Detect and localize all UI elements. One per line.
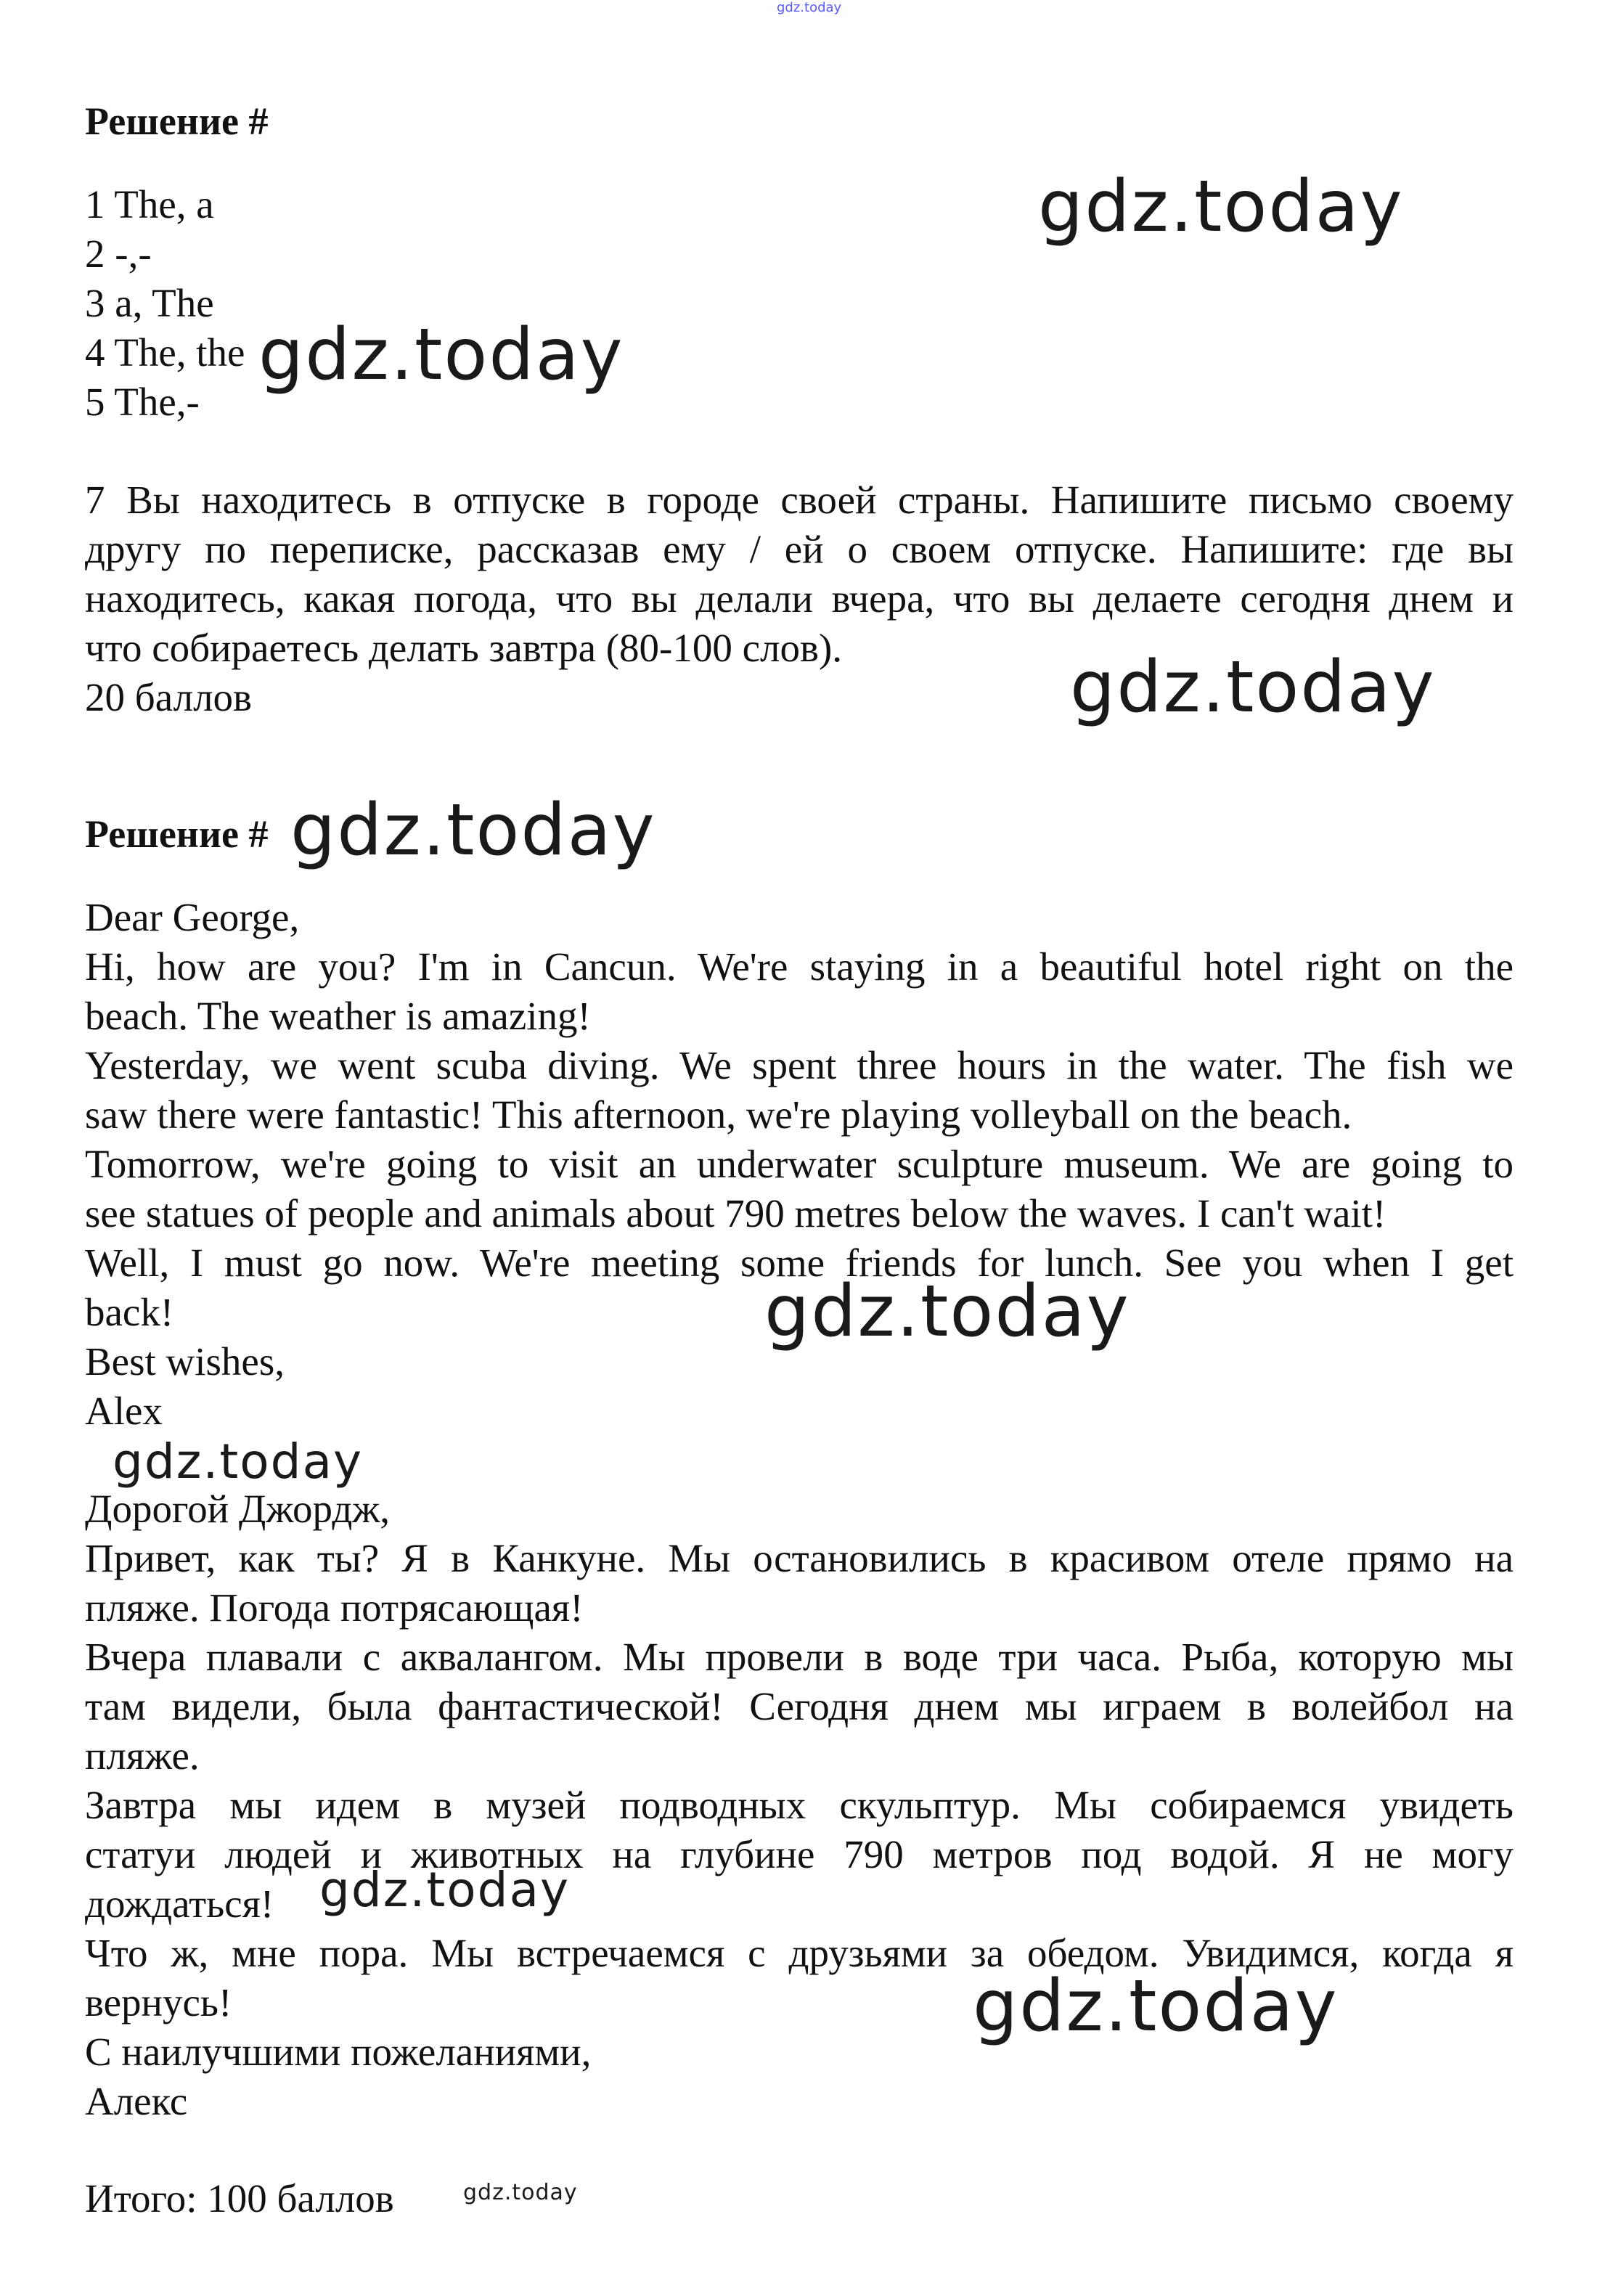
letter-line-en: Hi, how are you? I'm in Cancun. We're staying in a beautiful hotel right on the <box>85 944 1514 989</box>
letter-line-en: Dear George, <box>85 895 300 939</box>
letter-line-ru: Что ж, мне пора. Мы встречаемся с друзьями за обедом. Увидимся, когда я <box>85 1931 1514 1975</box>
task-points: 20 баллов <box>85 675 252 719</box>
letter-line-ru: вернусь! <box>85 1980 232 2025</box>
letter-line-ru: статуи людей и животных на глубине 790 метров под водой. Я не могу <box>85 1832 1514 1876</box>
letter-line-en: see statues of people and animals about 790 metres below the waves. I can't wait! <box>85 1191 1386 1235</box>
watermark: gdz.today <box>319 1862 571 1918</box>
task-line: что собираетесь делать завтра (80-100 слов). <box>85 626 843 670</box>
answer-line: 3 a, The <box>85 281 214 325</box>
watermark: gdz.today <box>1070 646 1436 729</box>
letter-line-ru: Вчера плавали с аквалангом. Мы провели в воде три часа. Рыба, которую мы <box>85 1635 1514 1679</box>
letter-line-en: Best wishes, <box>85 1339 285 1384</box>
letter-line-en: beach. The weather is amazing! <box>85 994 591 1038</box>
solution-heading-1: Решение # <box>85 99 269 143</box>
letter-line-ru: С наилучшими пожеланиями, <box>85 2030 592 2074</box>
letter-line-ru: Дорогой Джордж, <box>85 1487 391 1531</box>
total-score: Итого: 100 баллов <box>85 2176 394 2221</box>
watermark: gdz.today <box>1038 166 1404 248</box>
task-line: 7 Вы находитесь в отпуске в городе своей страны. Напишите письмо своему <box>85 478 1514 522</box>
letter-line-ru: там видели, была фантастической! Сегодня днем мы играем в волейбол на <box>85 1684 1514 1728</box>
letter-line-ru: Алекс <box>85 2079 188 2123</box>
letter-line-en: Yesterday, we went scuba diving. We spent three hours in the water. The fish we <box>85 1043 1514 1087</box>
watermark: gdz.today <box>113 1434 364 1490</box>
letter-line-ru: Привет, как ты? Я в Канкуне. Мы остановились в красивом отеле прямо на <box>85 1536 1514 1580</box>
answer-line: 5 The,- <box>85 380 200 424</box>
watermark: gdz.today <box>973 1965 1339 2048</box>
letter-line-en: Alex <box>85 1389 163 1433</box>
solution-heading-2: Решение # <box>85 812 269 856</box>
letter-line-en: back! <box>85 1290 174 1334</box>
task-line: находитесь, какая погода, что вы делали вчера, что вы делаете сегодня днем и <box>85 576 1514 621</box>
letter-line-ru: пляже. Погода потрясающая! <box>85 1585 584 1630</box>
letter-line-en: Tomorrow, we're going to visit an underwater sculpture museum. We are going to <box>85 1142 1514 1186</box>
watermark-top: gdz.today <box>777 0 842 15</box>
watermark: gdz.today <box>290 789 656 872</box>
watermark: gdz.today <box>258 314 624 396</box>
watermark: gdz.today <box>463 2180 578 2205</box>
answer-line: 2 -,- <box>85 232 152 276</box>
letter-line-ru: пляже. <box>85 1733 200 1778</box>
watermark: gdz.today <box>764 1270 1130 1353</box>
letter-line-ru: Завтра мы идем в музей подводных скульптур. Мы собираемся увидеть <box>85 1783 1514 1827</box>
letter-line-ru: дождаться! <box>85 1882 274 1926</box>
answer-line: 4 The, the <box>85 330 245 375</box>
letter-line-en: saw there were fantastic! This afternoon, we're playing volleyball on the beach. <box>85 1092 1352 1137</box>
task-line: другу по переписке, рассказав ему / ей о своем отпуске. Напишите: где вы <box>85 527 1514 571</box>
letter-line-en: Well, I must go now. We're meeting some friends for lunch. See you when I get <box>85 1241 1514 1285</box>
answer-line: 1 The, a <box>85 182 214 226</box>
